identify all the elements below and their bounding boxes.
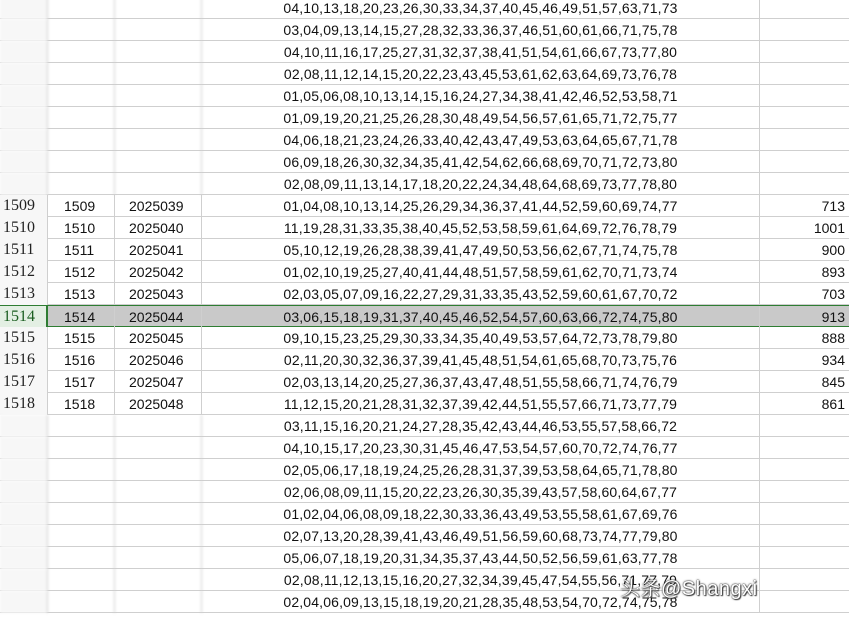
row-header[interactable] — [0, 437, 48, 459]
row-header[interactable]: 1513 — [0, 283, 48, 305]
table-row[interactable] — [0, 415, 849, 437]
cell-index[interactable] — [48, 85, 115, 107]
watermark-text: 头条@Shangxi — [620, 578, 758, 600]
table-row[interactable] — [0, 525, 849, 547]
cell-issue[interactable]: 2025043 — [115, 283, 202, 305]
cell-issue[interactable] — [115, 569, 202, 591]
cell-numbers[interactable]: 01,05,06,08,10,13,14,15,16,24,27,34,38,41,42,46,52,53,58,71 — [202, 85, 760, 107]
cell-numbers[interactable]: 05,06,07,18,19,20,31,34,35,37,43,44,50,52,56,59,61,63,77,78 — [202, 547, 760, 569]
row-header[interactable]: 1512 — [0, 261, 48, 283]
table-row[interactable] — [0, 173, 849, 195]
row-header[interactable] — [0, 19, 48, 41]
cell-issue[interactable] — [115, 437, 202, 459]
table-row[interactable] — [0, 239, 849, 261]
table-row[interactable] — [0, 217, 849, 239]
cell-value[interactable] — [760, 591, 849, 613]
row-header[interactable] — [0, 107, 48, 129]
cell-value[interactable]: 913 — [821, 309, 845, 325]
cell-value[interactable] — [760, 525, 849, 547]
cell-value[interactable] — [760, 415, 849, 437]
cell-index[interactable] — [48, 525, 115, 547]
row-header[interactable] — [0, 525, 48, 547]
table-row[interactable] — [0, 41, 849, 63]
cell-issue[interactable]: 2025042 — [115, 261, 202, 283]
cell-value[interactable] — [760, 437, 849, 459]
table-row[interactable] — [0, 503, 849, 525]
cell-numbers[interactable]: 02,11,20,30,32,36,37,39,41,45,48,51,54,61,65,68,70,73,75,76 — [202, 349, 760, 371]
row-header[interactable] — [0, 151, 48, 173]
row-header[interactable] — [0, 569, 48, 591]
row-header[interactable]: 1516 — [0, 349, 48, 371]
cell-index[interactable] — [48, 569, 115, 591]
table-row[interactable] — [0, 437, 849, 459]
row-header[interactable] — [0, 481, 48, 503]
cell-index[interactable]: 1513 — [48, 283, 115, 305]
cell-issue[interactable] — [115, 503, 202, 525]
cell-issue[interactable] — [115, 591, 202, 613]
cell-issue[interactable] — [115, 107, 202, 129]
cell-issue[interactable] — [115, 19, 202, 41]
cell-issue[interactable] — [115, 459, 202, 481]
cell-index[interactable] — [48, 107, 115, 129]
cell-issue[interactable] — [115, 525, 202, 547]
cell-numbers[interactable]: 04,10,13,18,20,23,26,30,33,34,37,40,45,46,49,51,57,63,71,73 — [202, 0, 760, 19]
cell-numbers[interactable]: 03,06,15,18,19,31,37,40,45,46,52,54,57,60,63,66,72,74,75,80 — [202, 306, 760, 328]
cell-issue[interactable]: 2025040 — [115, 217, 202, 239]
table-row[interactable] — [0, 63, 849, 85]
cell-numbers[interactable]: 01,02,10,19,25,27,40,41,44,48,51,57,58,59,61,62,70,71,73,74 — [202, 261, 760, 283]
cell-value[interactable] — [760, 569, 849, 591]
cell-numbers[interactable]: 05,10,12,19,26,28,38,39,41,47,49,50,53,56,62,67,71,74,75,78 — [202, 239, 760, 261]
table-row[interactable] — [0, 107, 849, 129]
cell-issue[interactable] — [115, 151, 202, 173]
row-header[interactable] — [0, 415, 48, 437]
cell-numbers[interactable]: 02,07,13,20,28,39,41,43,46,49,51,56,59,60,68,73,74,77,79,80 — [202, 525, 760, 547]
cell-numbers[interactable]: 03,04,09,13,14,15,27,28,32,33,36,37,46,51,60,61,66,71,75,78 — [202, 19, 760, 41]
cell-numbers[interactable]: 03,11,15,16,20,21,24,27,28,35,42,43,44,46,53,55,57,58,66,72 — [202, 415, 760, 437]
cell-index[interactable]: 1515 — [48, 327, 115, 349]
table-row[interactable] — [0, 0, 849, 19]
table-row[interactable] — [0, 261, 849, 283]
cell-numbers[interactable]: 06,09,18,26,30,32,34,35,41,42,54,62,66,68,69,70,71,72,73,80 — [202, 151, 760, 173]
cell-index[interactable] — [48, 129, 115, 151]
cell-numbers[interactable]: 02,03,05,07,09,16,22,27,29,31,33,35,43,52,59,60,61,67,70,72 — [202, 283, 760, 305]
cell-numbers[interactable]: 09,10,15,23,25,29,30,33,34,35,40,49,53,57,64,72,73,78,79,80 — [202, 327, 760, 349]
cell-numbers[interactable]: 01,02,04,06,08,09,18,22,30,33,36,43,49,53,55,58,61,67,69,76 — [202, 503, 760, 525]
cell-issue[interactable] — [115, 173, 202, 195]
cell-index[interactable]: 1512 — [48, 261, 115, 283]
cell-value[interactable] — [760, 129, 849, 151]
row-header[interactable] — [0, 459, 48, 481]
row-header[interactable]: 1518 — [0, 393, 48, 415]
cell-value[interactable]: 703 — [821, 286, 845, 302]
cell-numbers[interactable]: 02,08,09,11,13,14,17,18,20,22,24,34,48,64,68,69,73,77,78,80 — [202, 173, 760, 195]
cell-issue[interactable] — [115, 85, 202, 107]
cell-value[interactable] — [760, 547, 849, 569]
cell-index[interactable] — [48, 63, 115, 85]
cell-numbers[interactable]: 02,08,11,12,14,15,20,22,23,43,45,53,61,62,63,64,69,73,76,78 — [202, 63, 760, 85]
table-row[interactable] — [0, 459, 849, 481]
row-header[interactable] — [0, 503, 48, 525]
cell-index[interactable] — [48, 151, 115, 173]
cell-value[interactable]: 900 — [821, 242, 845, 258]
cell-numbers[interactable]: 02,04,06,09,13,15,18,19,20,21,28,35,48,53,54,70,72,74,75,78 — [202, 591, 760, 613]
table-row[interactable] — [0, 393, 849, 415]
cell-issue[interactable]: 2025044 — [115, 306, 202, 328]
cell-issue[interactable] — [115, 415, 202, 437]
cell-numbers[interactable]: 04,10,15,17,20,23,30,31,45,46,47,53,54,57,60,70,72,74,76,77 — [202, 437, 760, 459]
cell-value[interactable] — [760, 107, 849, 129]
cell-index[interactable] — [48, 547, 115, 569]
cell-value[interactable]: 934 — [821, 352, 845, 368]
cell-numbers[interactable]: 02,05,06,17,18,19,24,25,26,28,31,37,39,53,58,64,65,71,78,80 — [202, 459, 760, 481]
cell-value[interactable]: 713 — [821, 198, 845, 214]
cell-index[interactable] — [48, 19, 115, 41]
table-row[interactable] — [0, 151, 849, 173]
cell-numbers[interactable]: 11,12,15,20,21,28,31,32,37,39,42,44,51,55,57,66,71,73,77,79 — [202, 393, 760, 415]
table-row[interactable] — [0, 349, 849, 371]
cell-index[interactable]: 1510 — [48, 217, 115, 239]
cell-index[interactable]: 1509 — [48, 195, 115, 217]
cell-index[interactable]: 1518 — [48, 393, 115, 415]
cell-issue[interactable]: 2025048 — [115, 393, 202, 415]
cell-value[interactable]: 1001 — [813, 220, 845, 236]
cell-value[interactable] — [760, 63, 849, 85]
table-row[interactable] — [0, 283, 849, 305]
cell-index[interactable] — [48, 415, 115, 437]
cell-numbers[interactable]: 01,09,19,20,21,25,26,28,30,48,49,54,56,57,61,65,71,72,75,77 — [202, 107, 760, 129]
cell-numbers[interactable]: 02,06,08,09,11,15,20,22,23,26,30,35,39,43,57,58,60,64,67,77 — [202, 481, 760, 503]
row-header[interactable] — [0, 41, 48, 63]
row-header[interactable]: 1511 — [0, 239, 48, 261]
row-header[interactable] — [0, 591, 48, 613]
row-header[interactable] — [0, 63, 48, 85]
table-row[interactable] — [0, 195, 849, 217]
table-row[interactable] — [0, 19, 849, 41]
cell-value[interactable] — [760, 459, 849, 481]
cell-value[interactable] — [760, 503, 849, 525]
cell-index[interactable] — [48, 0, 115, 19]
row-header[interactable] — [0, 547, 48, 569]
cell-value[interactable]: 888 — [821, 330, 845, 346]
row-header[interactable]: 1515 — [0, 327, 48, 349]
cell-index[interactable]: 1517 — [48, 371, 115, 393]
cell-issue[interactable]: 2025045 — [115, 327, 202, 349]
table-row[interactable] — [0, 85, 849, 107]
cell-issue[interactable] — [115, 63, 202, 85]
table-row-selected[interactable] — [0, 305, 849, 327]
cell-value[interactable] — [760, 481, 849, 503]
cell-issue[interactable] — [115, 41, 202, 63]
table-row[interactable] — [0, 371, 849, 393]
cell-issue[interactable]: 2025039 — [115, 195, 202, 217]
cell-index[interactable]: 1514 — [48, 306, 115, 328]
row-header[interactable] — [0, 173, 48, 195]
cell-numbers[interactable]: 02,08,11,12,13,15,16,20,27,32,34,39,45,47,54,55,56,71,77,79 — [202, 569, 760, 591]
cell-numbers[interactable]: 01,04,08,10,13,14,25,26,29,34,36,37,41,44,52,59,60,69,74,77 — [202, 195, 760, 217]
cell-index[interactable]: 1511 — [48, 239, 115, 261]
cell-value[interactable] — [760, 0, 849, 19]
cell-issue[interactable] — [115, 547, 202, 569]
cell-issue[interactable] — [115, 481, 202, 503]
cell-issue[interactable]: 2025041 — [115, 239, 202, 261]
cell-index[interactable] — [48, 173, 115, 195]
cell-index[interactable] — [48, 41, 115, 63]
cell-value[interactable] — [760, 19, 849, 41]
cell-issue[interactable]: 2025046 — [115, 349, 202, 371]
cell-value[interactable] — [760, 85, 849, 107]
cell-index[interactable]: 1516 — [48, 349, 115, 371]
row-header[interactable] — [0, 0, 48, 19]
cell-issue[interactable] — [115, 0, 202, 19]
row-header[interactable] — [0, 85, 48, 107]
table-row[interactable] — [0, 129, 849, 151]
cell-issue[interactable]: 2025047 — [115, 371, 202, 393]
cell-value[interactable]: 845 — [821, 374, 845, 390]
table-row[interactable] — [0, 327, 849, 349]
row-header[interactable]: 1509 — [0, 195, 48, 217]
cell-value[interactable]: 861 — [821, 396, 845, 412]
cell-index[interactable] — [48, 591, 115, 613]
row-header[interactable]: 1510 — [0, 217, 48, 239]
cell-index[interactable] — [48, 459, 115, 481]
cell-numbers[interactable]: 04,10,11,16,17,25,27,31,32,37,38,41,51,54,61,66,67,73,77,80 — [202, 41, 760, 63]
cell-value[interactable] — [760, 151, 849, 173]
cell-numbers[interactable]: 11,19,28,31,33,35,38,40,45,52,53,58,59,61,64,69,72,76,78,79 — [202, 217, 760, 239]
cell-index[interactable] — [48, 437, 115, 459]
table-row[interactable] — [0, 481, 849, 503]
row-header[interactable] — [0, 129, 48, 151]
cell-value[interactable] — [760, 173, 849, 195]
row-header[interactable]: 1517 — [0, 371, 48, 393]
cell-index[interactable] — [48, 481, 115, 503]
cell-value[interactable]: 893 — [821, 264, 845, 280]
table-row[interactable] — [0, 547, 849, 569]
cell-issue[interactable] — [115, 129, 202, 151]
cell-index[interactable] — [48, 503, 115, 525]
cell-value[interactable] — [760, 41, 849, 63]
cell-numbers[interactable]: 02,03,13,14,20,25,27,36,37,43,47,48,51,55,58,66,71,74,76,79 — [202, 371, 760, 393]
row-header[interactable]: 1514 — [0, 306, 48, 328]
cell-numbers[interactable]: 04,06,18,21,23,24,26,33,40,42,43,47,49,53,63,64,65,67,71,78 — [202, 129, 760, 151]
